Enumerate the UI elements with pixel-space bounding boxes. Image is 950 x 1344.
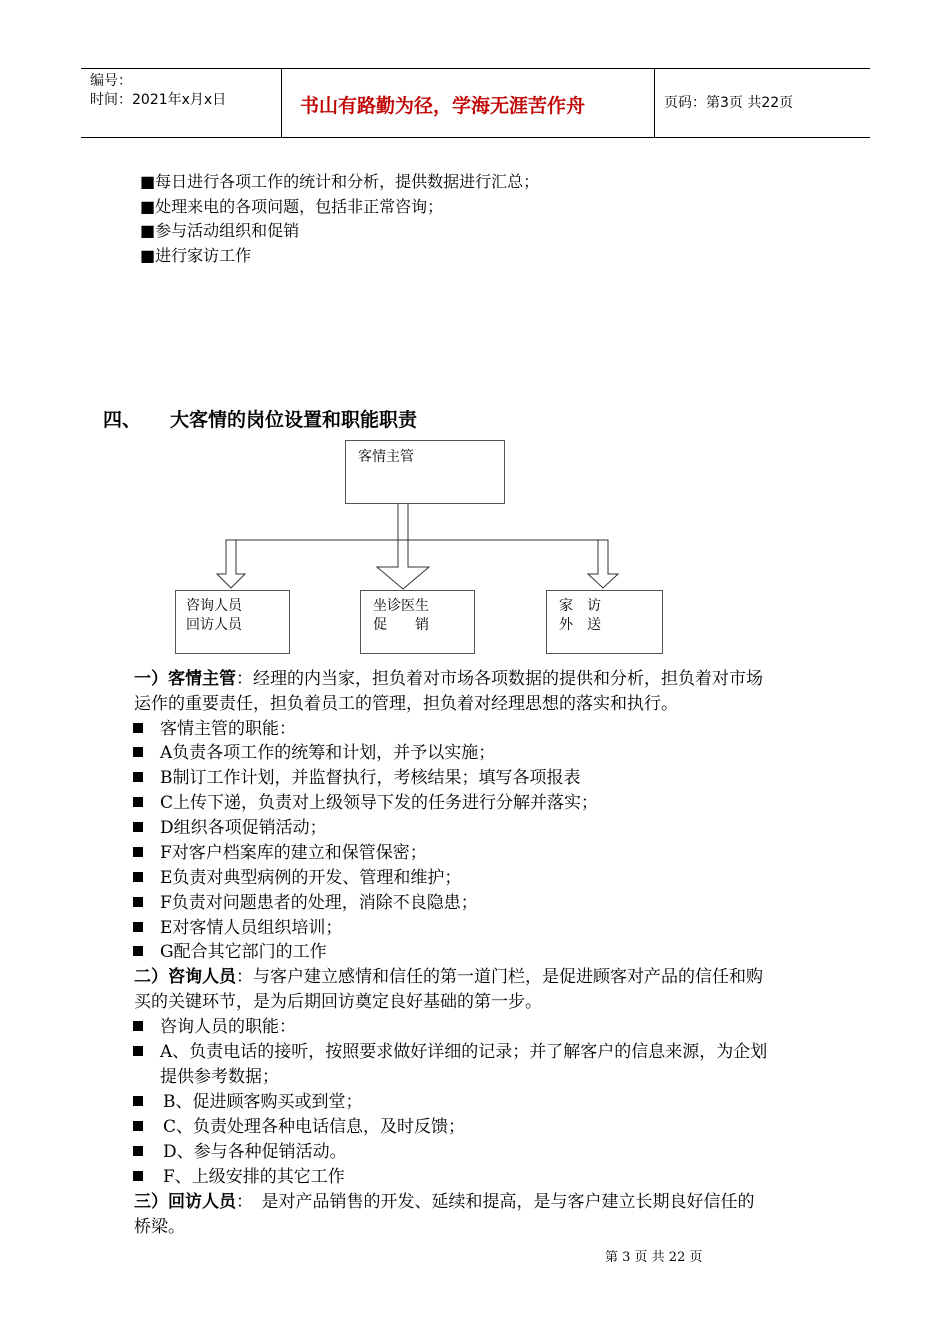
paragraph-text: ：与客户建立感情和信任的第一道门栏，是促进顾客对产品的信任和购 [236, 967, 763, 987]
paragraph [134, 668, 763, 690]
bullet-icon [133, 922, 143, 932]
list-item: G配合其它部门的工作 [160, 942, 327, 962]
section-title: 大客情的岗位设置和职能职责 [170, 409, 418, 431]
bullet-icon [133, 847, 143, 857]
bullet-icon [133, 1171, 143, 1181]
paragraph-text: 运作的重要责任，担负着员工的管理，担负着对经理思想的落实和执行。 [134, 694, 678, 714]
paragraph-text: 买的关键环节，是为后期回访奠定良好基础的第一步。 [134, 992, 542, 1012]
arrow-down-icon [588, 540, 618, 588]
bullet-icon [133, 872, 143, 882]
list-item: B制订工作计划，并监督执行，考核结果；填写各项报表 [160, 768, 581, 788]
list-item: ■处理来电的各项问题，包括非正常咨询； [140, 197, 444, 216]
paragraph-text: ：经理的内当家，担负着对市场各项数据的提供和分析，担负着对市场 [236, 669, 763, 689]
paragraph-heading: 一）客情主管 [134, 669, 236, 689]
list-item-continued: 提供参考数据； [160, 1067, 279, 1087]
bullet-icon [133, 797, 143, 807]
list-item: ■每日进行各项工作的统计和分析，提供数据进行汇总； [140, 172, 540, 191]
paragraph [134, 1191, 755, 1213]
list-item: ■参与活动组织和促销 [140, 221, 300, 240]
paragraph-heading: 二）咨询人员 [134, 967, 236, 987]
bullet-icon [133, 1046, 143, 1056]
doc-date: 时间：2021年x月x日 [90, 92, 227, 108]
section-number: 四、 [103, 409, 142, 431]
bullet-icon [133, 1021, 143, 1031]
doc-code-label: 编号： [90, 73, 132, 89]
org-chart-connectors [0, 0, 950, 660]
org-node-visit [546, 590, 663, 654]
list-item: D组织各项促销活动； [160, 818, 327, 838]
header-motto: 书山有路勤为径，学海无涯苦作舟 [300, 95, 586, 117]
list-item: E对客情人员组织培训； [160, 918, 343, 938]
list-item: ■进行家访工作 [140, 246, 252, 265]
bullet-icon [133, 946, 143, 956]
paragraph-text: 桥梁。 [134, 1217, 185, 1237]
arrow-down-icon [217, 540, 245, 588]
org-node-label: 促 销 [373, 617, 429, 633]
org-node-label: 家 访 [559, 598, 601, 614]
org-node-label: 回访人员 [186, 617, 242, 633]
list-item: C、负责处理各种电话信息，及时反馈； [163, 1117, 466, 1137]
bullet-icon [133, 1121, 143, 1131]
bullet-icon [133, 897, 143, 907]
list-item: A、负责电话的接听，按照要求做好详细的记录；并了解客户的信息来源，为企划 [160, 1042, 768, 1062]
org-node-label: 咨询人员 [186, 598, 242, 614]
list-item: E负责对典型病例的开发、管理和维护； [160, 868, 462, 888]
list-item: A负责各项工作的统筹和计划，并予以实施； [160, 743, 496, 763]
org-node-label: 客情主管 [358, 449, 414, 465]
list-item: D、参与各种促销活动。 [163, 1142, 347, 1162]
paragraph-heading: 三）回访人员 [134, 1192, 236, 1212]
org-node-supervisor [345, 440, 505, 504]
list-item: F负责对问题患者的处理，消除不良隐患； [160, 893, 478, 913]
list-item: 咨询人员的职能： [160, 1017, 296, 1037]
list-item: F、上级安排的其它工作 [163, 1167, 345, 1187]
org-node-label: 外 送 [559, 617, 601, 633]
bullet-icon [133, 747, 143, 757]
list-item: B、促进顾客购买或到堂； [163, 1092, 363, 1112]
list-item: F对客户档案库的建立和保管保密； [160, 843, 427, 863]
list-item: 客情主管的职能： [160, 719, 296, 739]
bullet-icon [133, 822, 143, 832]
header-page-info: 页码：第3页 共22页 [664, 95, 794, 111]
org-node-doctor [360, 590, 475, 654]
bullet-icon [133, 772, 143, 782]
paragraph-text: ： 是对产品销售的开发、延续和提高，是与客户建立长期良好信任的 [236, 1192, 755, 1212]
org-node-consult [175, 590, 290, 654]
list-item: C上传下递，负责对上级领导下发的任务进行分解并落实； [160, 793, 599, 813]
org-node-label: 坐诊医生 [373, 598, 429, 614]
paragraph [134, 966, 763, 988]
bullet-icon [133, 723, 143, 733]
arrow-down-icon [377, 502, 429, 589]
bullet-icon [133, 1146, 143, 1156]
page-footer: 第 3 页 共 22 页 [605, 1250, 703, 1265]
bullet-icon [133, 1096, 143, 1106]
